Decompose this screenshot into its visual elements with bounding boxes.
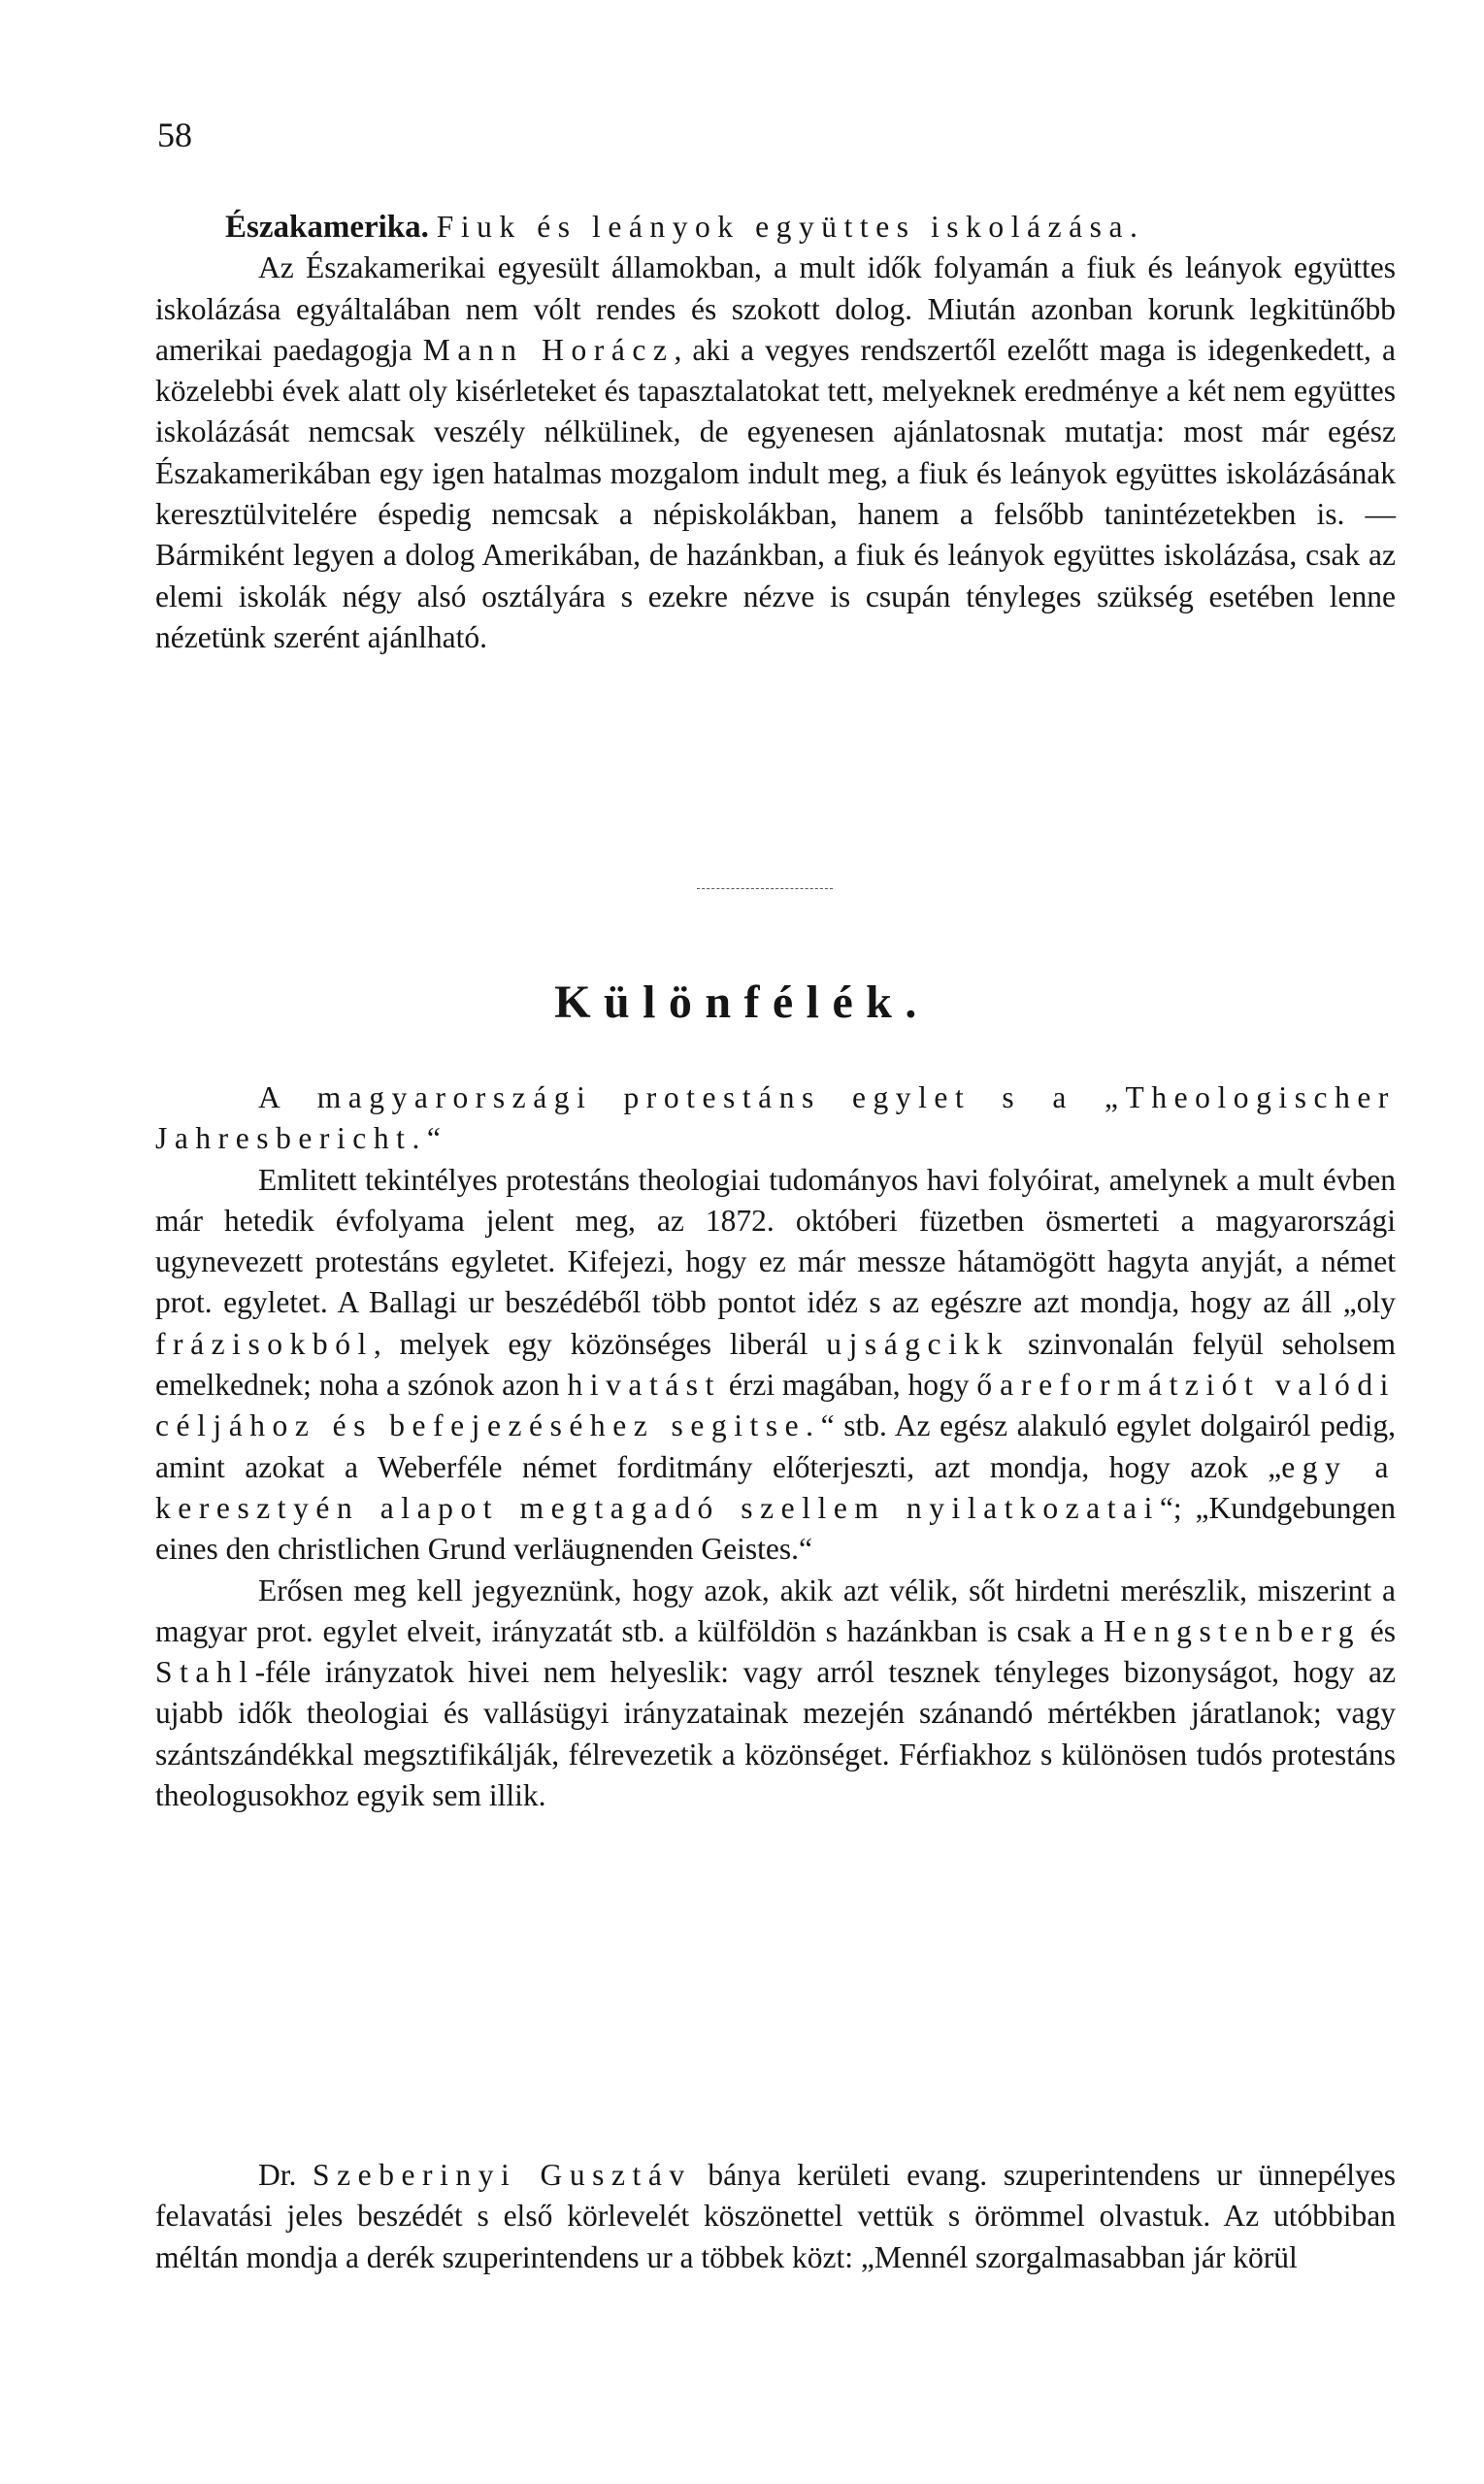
emphasis-spaced: frázisokból (155, 1326, 374, 1361)
article-paragraph: Az Északamerikai egyesült államokban, a mult idők folyamán a fiuk és leányok együttes iskolázása egyáltalában nem vólt rendes és szokott dolog. Miután azonban korunk legkitünőbb amerikai paedagogja Mann Horácz, aki a vegyes rendszertől ezelőtt maga is idegenkedett, a közelebbi évek alatt oly kisérleteket és tapasztalatokat tett, melyeknek eredménye a két nem együttes iskolázását nemcsak veszély nélkülinek, de egyenesen ajánlatosnak mutatja: most már egész Északamerikában egy igen hatalmas mozgalom indult meg, a fiuk és leányok együttes iskolázásának keresztülvitelére éspedig nemcsak a népiskolákban, hanem a felsőbb tanintézetekben is. — Bármiként legyen a dolog Amerikában, de hazánkban, a fiuk és leányok együttes iskolázása, csak az elemi iskolák négy alsó osztályára s ezekre nézve is csupán tényleges szükség esetében lenne nézetünk szerént ajánlható. (155, 250, 1396, 654)
separator-rule (697, 888, 833, 889)
article-paragraph: Dr. Szeberinyi Gusztáv bánya kerületi evang. szuperintendens ur ünnepélyes felavatási jeles beszédét s első körlevelét köszönettel vettük s örömmel olvastuk. Az utóbbiban méltán mondja a derék szuperintendens ur a többek közt: „Mennél szorgalmasabban jár körül (155, 2158, 1397, 2274)
emphasis-spaced: Hengstenberg (1103, 1613, 1362, 1648)
emphasis-spaced: reformátziót valódi céljához és befejezéséhez segitse. (155, 1368, 1396, 1443)
article-szeberinyi (155, 2155, 1396, 2278)
page-number: 58 (157, 116, 192, 154)
emphasis-spaced: egy a keresztyén alapot megtagadó szellem nyilatkozatai (155, 1449, 1397, 1525)
section-title: Különfélék. (554, 977, 930, 1028)
article-eszakamerika (155, 207, 1396, 658)
emphasis-spaced: Szeberinyi Gusztáv (313, 2158, 692, 2192)
article-paragraph: Erősen meg kell jegyeznünk, hogy azok, akik azt vélik, sőt hirdetni merészlik, miszerint a magyar prot. egylet elveit, irányzatát stb. a külföldön s hazánkban is csak a Hengstenberg és Stahl-féle irányzatok hivei nem helyeslik: vagy arról tesznek tényleges bizonyságot, hogy az ujabb idők theologiai és vallásügyi irányzatainak mezején szánandó mértékben járatlanok; vagy szántszándékkal megsztifikálják, félrevezetik a közönséget. Férfiakhoz s különösen tudós protestáns theologusokhoz egyik sem illik. (155, 1573, 1396, 1813)
emphasis-spaced: hivatást (567, 1368, 721, 1403)
emphasis-spaced: Mann Horácz (422, 332, 675, 367)
heading-bold: Északamerika. (225, 210, 429, 245)
article-heading (155, 207, 1396, 248)
article-heading: A magyarországi protestáns egylet s a „Theologischer Jahresbericht.“ (155, 1080, 1396, 1156)
emphasis-spaced: Stahl (155, 1655, 255, 1690)
heading-spaced: Fiuk és leányok együttes iskolázása. (436, 210, 1145, 244)
article-paragraph: Emlitett tekintélyes protestáns theologiai tudományos havi folyóirat, amelynek a mult évben már hetedik évfolyama jelent meg, az 1872. októberi füzetben ösmerteti a magyarországi ugynevezett protestáns egyletet. Kifejezi, hogy ez már messze hátamögött hagyta anyját, a német prot. egyletet. A Ballagi ur beszédéből több pontot idéz s az egészre azt mondja, hogy az áll „oly frázisokból, melyek egy közönséges liberál ujságcikk szinvonalán felyül seholsem emelkednek; noha a szónok azon hivatást érzi magában, hogy ő a reformátziót valódi céljához és befejezéséhez segitse.“ stb. Az egész alakuló egylet dolgairól pedig, amint azokat a Weberféle német forditmány előterjeszti, azt mondja, hogy azok „egy a keresztyén alapot megtagadó szellem nyilatkozatai“; „Kundgebungen eines den christlichen Grund verläugnenden Geistes.“ (155, 1162, 1397, 1567)
emphasis-spaced: ujságcikk (826, 1326, 1010, 1361)
article-protestans-egylet (155, 1077, 1396, 1816)
